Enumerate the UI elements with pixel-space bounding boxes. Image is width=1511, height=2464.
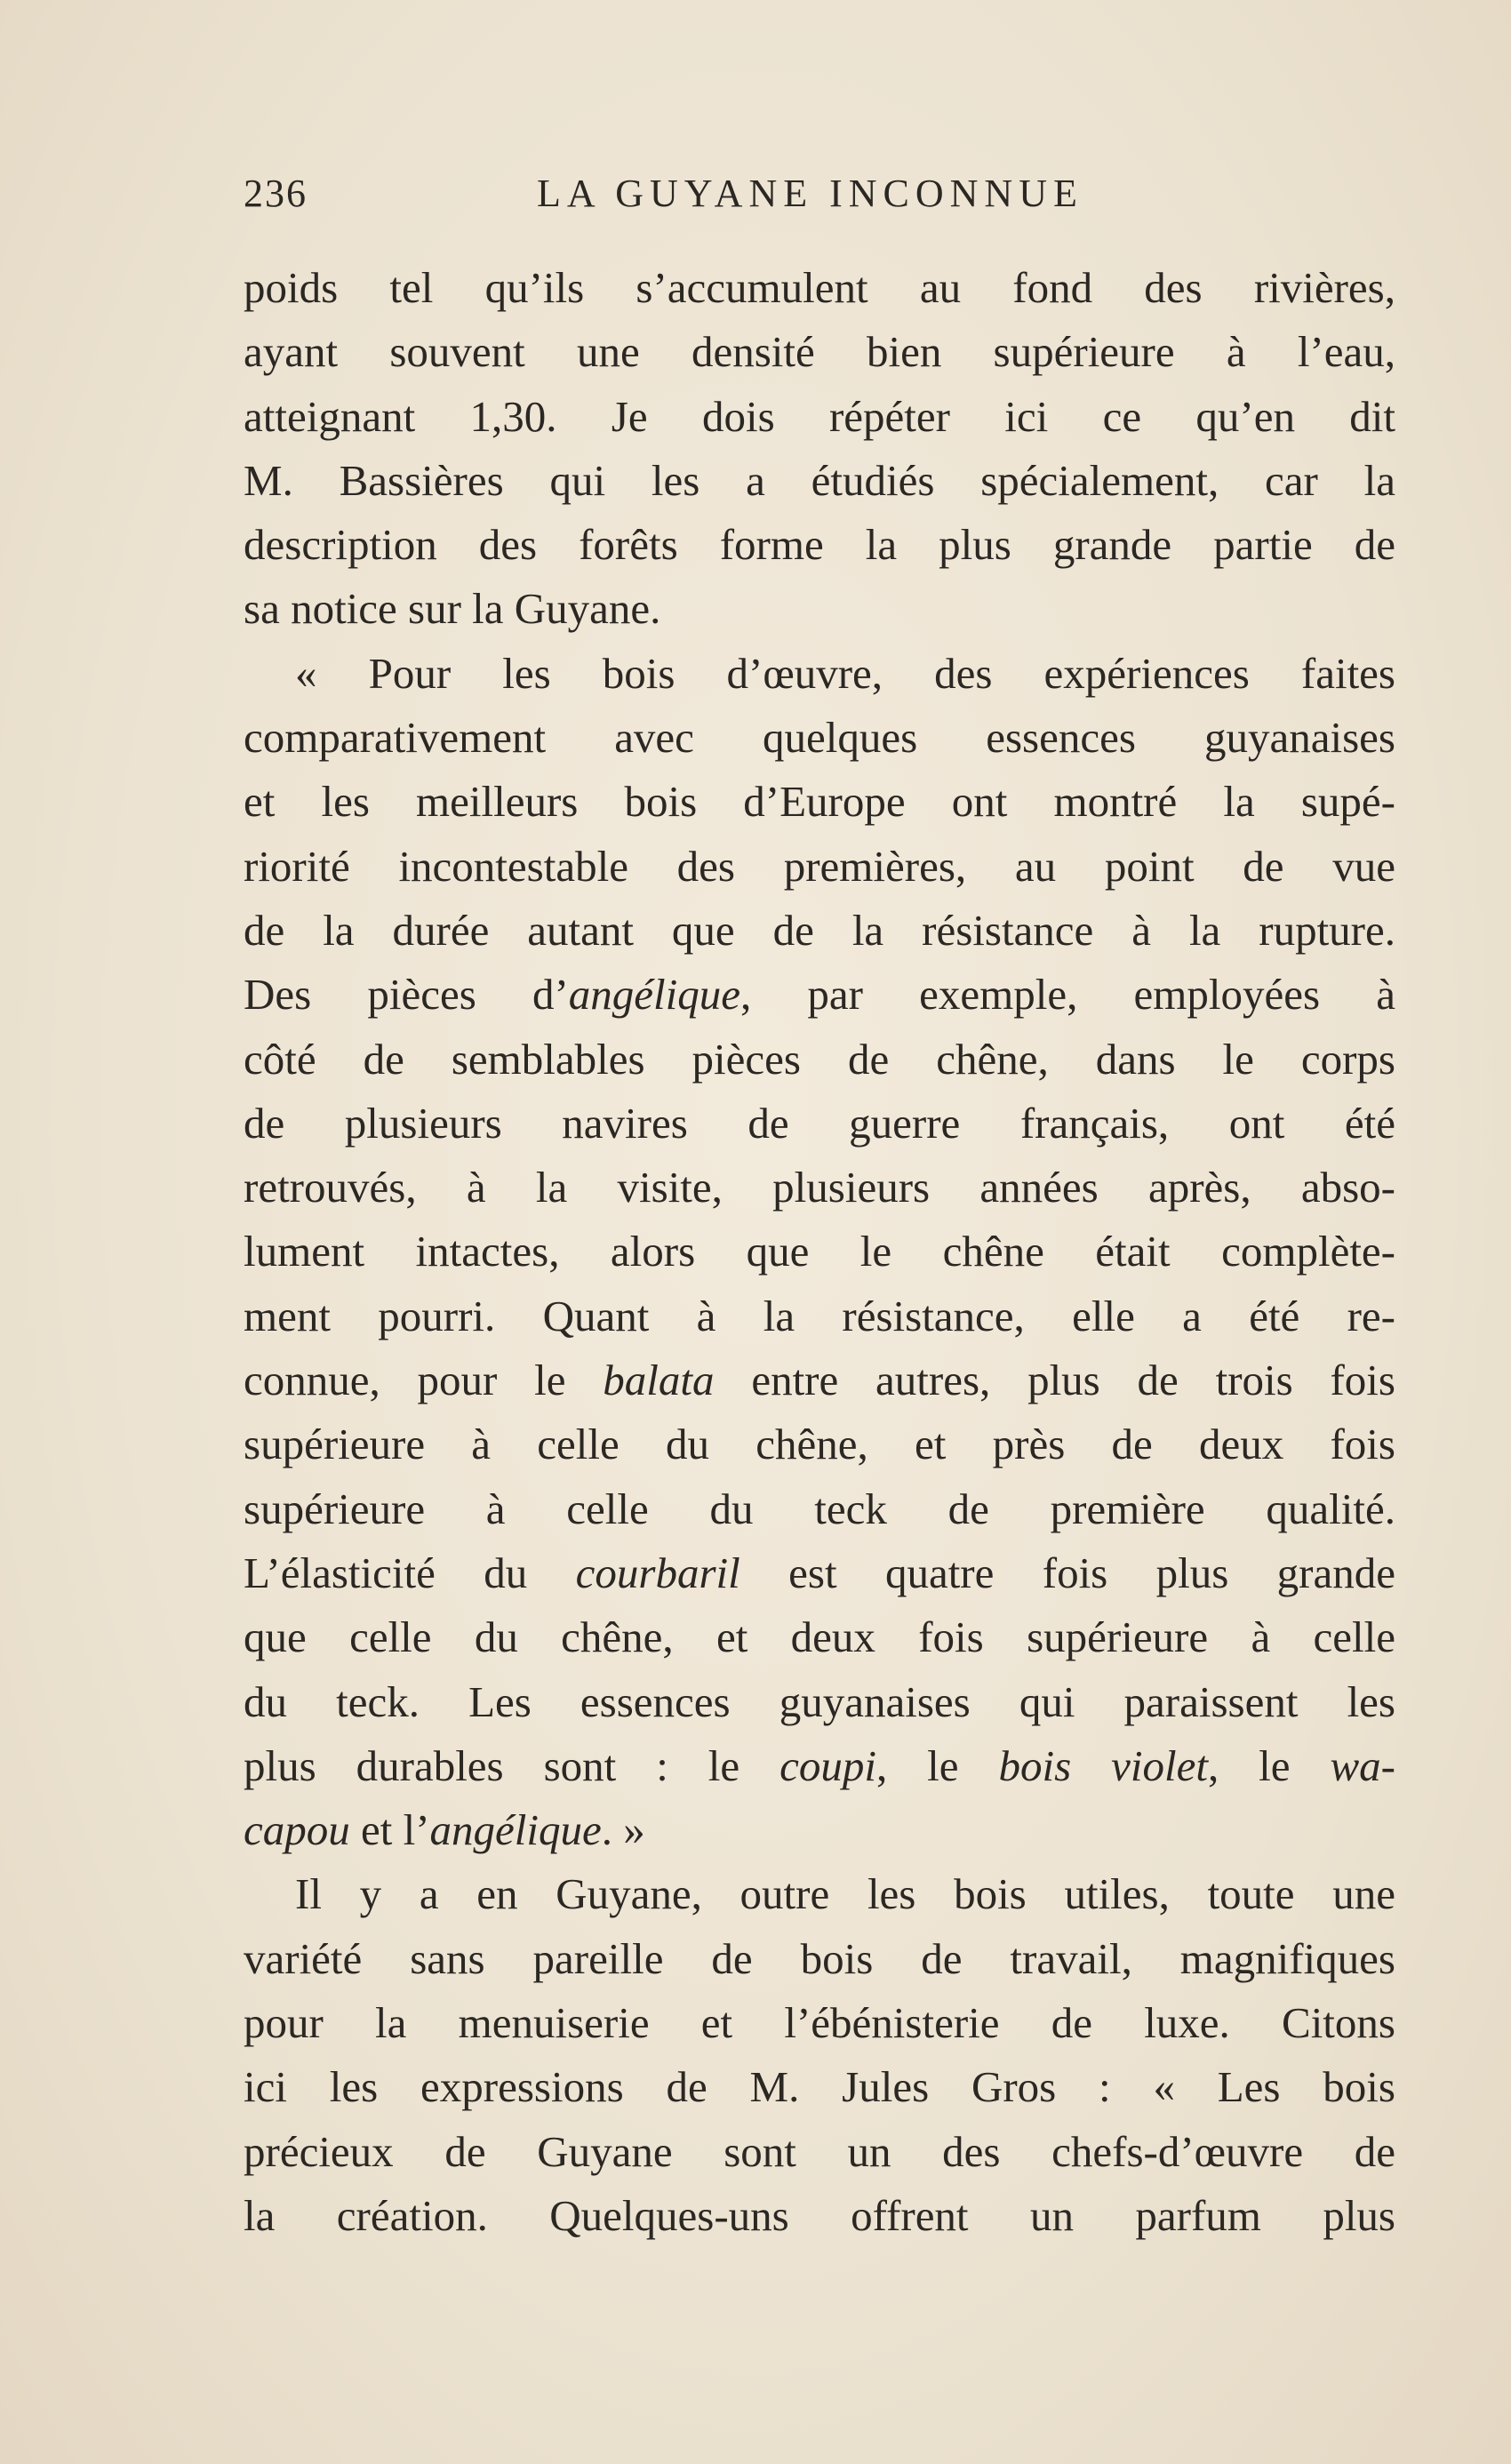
italic-term: wa-: [1330, 1740, 1395, 1790]
text-fragment: M. Bassières qui les a étudiés spécialement, car la: [244, 455, 1395, 505]
text-line: [244, 1220, 1395, 1284]
text-line: [244, 1541, 1395, 1605]
text-fragment: ici les expressions de M. Jules Gros : « Les bois: [244, 2062, 1395, 2112]
running-head: [244, 171, 1395, 220]
text-fragment: atteignant 1,30. Je dois répéter ici ce qu’en dit: [244, 391, 1395, 441]
text-fragment: poids tel qu’ils s’accumulent au fond des rivières,: [244, 263, 1395, 312]
text-line: [244, 706, 1395, 770]
text-fragment: , le: [1207, 1740, 1331, 1790]
text-line: [244, 1412, 1395, 1476]
italic-term: courbaril: [575, 1548, 740, 1597]
text-fragment: Des pièces d’: [244, 970, 569, 1020]
text-fragment: et les meilleurs bois d’Europe ont montré la supé-: [244, 777, 1395, 827]
text-fragment: entre autres, plus de trois fois: [714, 1356, 1395, 1405]
text-fragment: du teck. Les essences guyanaises qui paraissent les: [244, 1676, 1395, 1726]
text-fragment: supérieure à celle du teck de première qualité.: [244, 1484, 1395, 1533]
text-line: [244, 2184, 1395, 2248]
page-number: 236: [244, 172, 308, 215]
italic-term: angélique: [429, 1805, 602, 1855]
italic-term: bois violet: [998, 1740, 1208, 1790]
body-text: [244, 256, 1395, 2248]
text-fragment: que celle du chêne, et deux fois supérieure à celle: [244, 1612, 1395, 1662]
text-line: [244, 449, 1395, 513]
text-fragment: , par exemple, employées à: [740, 970, 1395, 1020]
text-fragment: est quatre fois plus grande: [740, 1548, 1395, 1597]
text-fragment: riorité incontestable des premières, au point de vue: [244, 841, 1395, 891]
text-fragment: retrouvés, à la visite, plusieurs années après, abso-: [244, 1163, 1395, 1212]
text-line: [244, 1156, 1395, 1220]
text-line: [244, 963, 1395, 1027]
text-fragment: supérieure à celle du chêne, et près de deux fois: [244, 1420, 1395, 1469]
text-line-paragraph-start: [244, 642, 1395, 706]
text-fragment: L’élasticité du: [244, 1548, 576, 1597]
text-line: [244, 835, 1395, 899]
text-line: [244, 256, 1395, 320]
text-line: [244, 513, 1395, 577]
text-fragment: . »: [601, 1805, 645, 1855]
text-line: [244, 385, 1395, 449]
text-fragment: et l’: [349, 1805, 430, 1855]
italic-term: angélique: [568, 970, 741, 1020]
text-line: [244, 1477, 1395, 1541]
text-fragment: connue, pour le: [244, 1356, 604, 1405]
text-fragment: lument intactes, alors que le chêne était complète-: [244, 1227, 1395, 1276]
text-line: [244, 1670, 1395, 1734]
text-line: [244, 899, 1395, 963]
text-fragment: de plusieurs navires de guerre français, ont été: [244, 1098, 1395, 1148]
text-line: [244, 1927, 1395, 1991]
text-line: [244, 1734, 1395, 1798]
text-fragment: sa notice sur la Guyane.: [244, 584, 661, 634]
text-fragment: précieux de Guyane sont un des chefs-d’œuvre de: [244, 2126, 1395, 2176]
text-line: [244, 770, 1395, 834]
text-fragment: comparativement avec quelques essences guyanaises: [244, 713, 1395, 763]
text-line: [244, 1092, 1395, 1156]
text-line-paragraph-end: [244, 1798, 1395, 1862]
text-line: [244, 320, 1395, 384]
text-line-paragraph-end: [244, 577, 1395, 641]
text-fragment: Il y a en Guyane, outre les bois utiles, toute une: [295, 1869, 1395, 1919]
text-fragment: description des forêts forme la plus grande partie de: [244, 520, 1395, 570]
text-fragment: ayant souvent une densité bien supérieure à l’eau,: [244, 327, 1395, 377]
text-fragment: , le: [875, 1740, 999, 1790]
text-line: [244, 1348, 1395, 1412]
italic-term: capou: [244, 1805, 350, 1855]
text-fragment: côté de semblables pièces de chêne, dans le corps: [244, 1034, 1395, 1084]
text-line: [244, 2120, 1395, 2184]
text-fragment: « Pour les bois d’œuvre, des expériences faites: [295, 648, 1395, 698]
text-line: [244, 1991, 1395, 2055]
italic-term: coupi: [779, 1740, 876, 1790]
text-fragment: plus durables sont : le: [244, 1740, 780, 1790]
text-line: [244, 1028, 1395, 1092]
text-line: [244, 1284, 1395, 1348]
text-fragment: la création. Quelques-uns offrent un parfum plus: [244, 2190, 1395, 2240]
text-fragment: de la durée autant que de la résistance à la rupture.: [244, 905, 1395, 955]
text-fragment: pour la menuiserie et l’ébénisterie de luxe. Citons: [244, 1998, 1395, 2048]
italic-term: balata: [603, 1356, 715, 1405]
text-fragment: variété sans pareille de bois de travail, magnifiques: [244, 1933, 1395, 1983]
text-line-paragraph-start: [244, 1862, 1395, 1926]
text-line: [244, 2055, 1395, 2119]
running-title: LA GUYANE INCONNUE: [537, 172, 1083, 215]
text-line: [244, 1605, 1395, 1669]
text-fragment: ment pourri. Quant à la résistance, elle a été re-: [244, 1291, 1395, 1340]
